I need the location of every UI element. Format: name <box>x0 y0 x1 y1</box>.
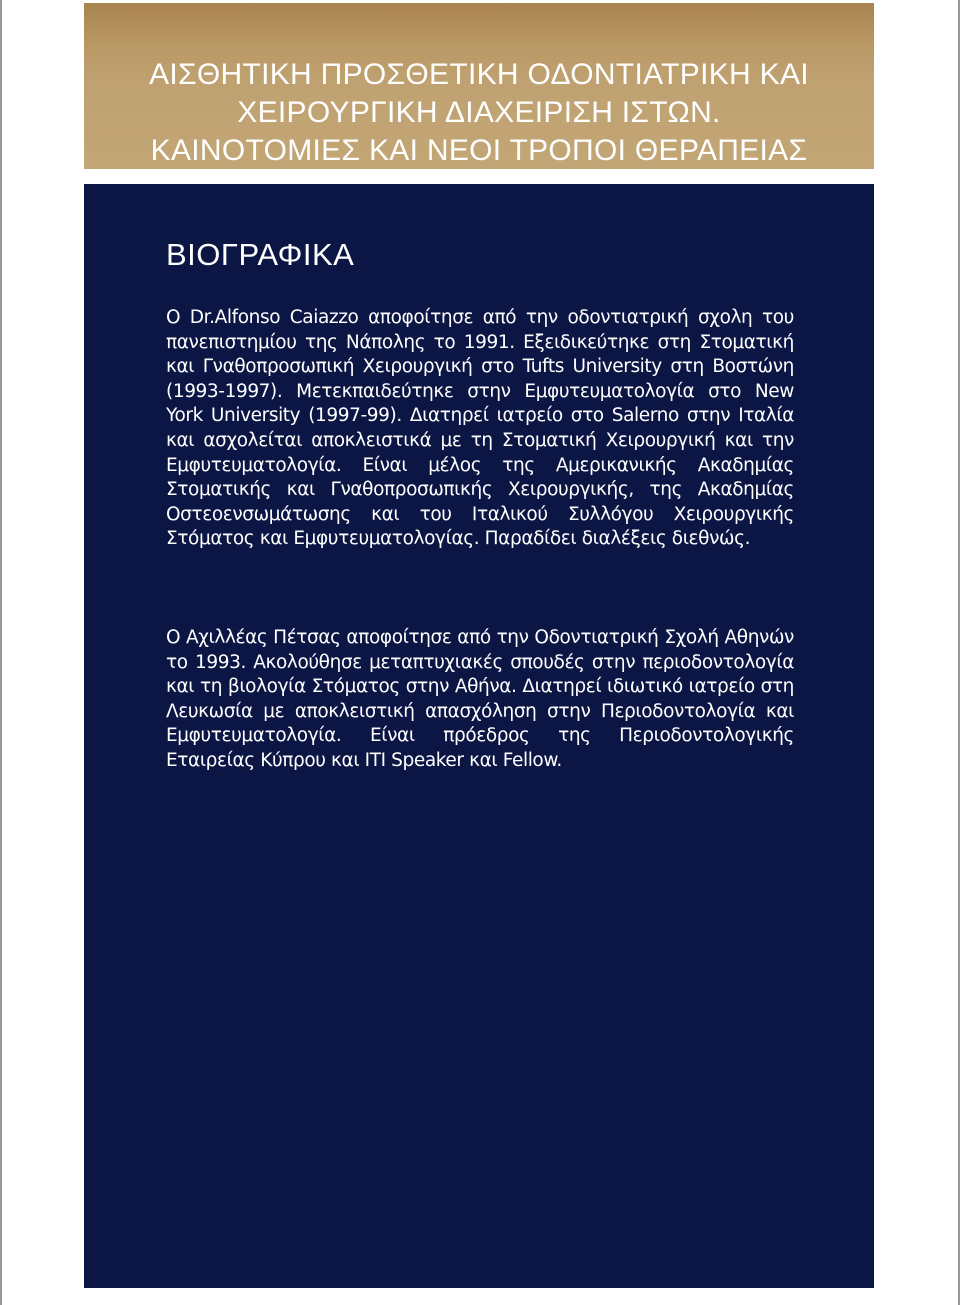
bio-caiazzo: Ο Dr.Alfonso Caiazzo αποφοίτησε από την οδοντιατρική σχολη του πανεπιστημίου της Νάπολης το 1991. Εξειδικεύτηκε στη Στοματική και Γναθοπροσωπική Χειρουργική στο Tufts University στη Βοστώνη (1993-1997). Μετεκπαιδεύτηκε στην Εμφυτευματολογία στο New York University (1997-99). Διατηρεί ιατρείο στο Salerno στην Ιταλία και ασχολείται αποκλειστικά με τη Στοματική Χειρουργική και την Εμφυτευματολογία. Είναι μέλος της Αμερικανικής Ακαδημίας Στοματικής και Γναθοπροσωπικής Χειρουργικής, της Ακαδημίας Οστεοενσωμάτωσης και του Ιταλικού Συλλόγου Χειρουργικής Στόματος και Εμφυτευματολογίας. Παραδίδει διαλέξεις διεθνώς. <box>166 307 794 550</box>
header-title-line-2: ΧΕΙΡΟΥΡΓΙΚΗ ΔΙΑΧΕΙΡΙΣΗ ΙΣΤΩΝ. <box>237 96 721 129</box>
left-page-edge <box>0 0 2 1305</box>
bio-petsas: Ο Αχιλλέας Πέτσας αποφοίτησε από την Οδοντιατρική Σχολή Αθηνών το 1993. Ακολούθησε μεταπτυχιακές σπουδές στην περιοδοντολογία και τη βιολογία Στόματος στην Αθήνα. Διατηρεί ιδιωτικό ιατρείο στη Λευκωσία με αποκλειστική απασχόληση στην Περιοδοντολογία και Εμφυτευματολογία. Είναι πρόεδρος της Περιοδοντολογικής Εταιρείας Κύπρου και ITI Speaker και Fellow. <box>166 627 794 771</box>
header-title-line-1: ΑΙΣΘΗΤΙΚΗ ΠΡΟΣΘΕΤΙΚΗ ΟΔΟΝΤΙΑΤΡΙΚΗ ΚΑΙ <box>149 58 809 91</box>
header-title <box>84 56 874 170</box>
section-title: ΒΙΟΓΡΑΦΙΚΑ <box>166 237 355 272</box>
header-title-line-3: ΚΑΙΝΟΤΟΜΙΕΣ ΚΑΙ ΝΕΟΙ ΤΡΟΠΟΙ ΘΕΡΑΠΕΙΑΣ <box>150 134 808 167</box>
